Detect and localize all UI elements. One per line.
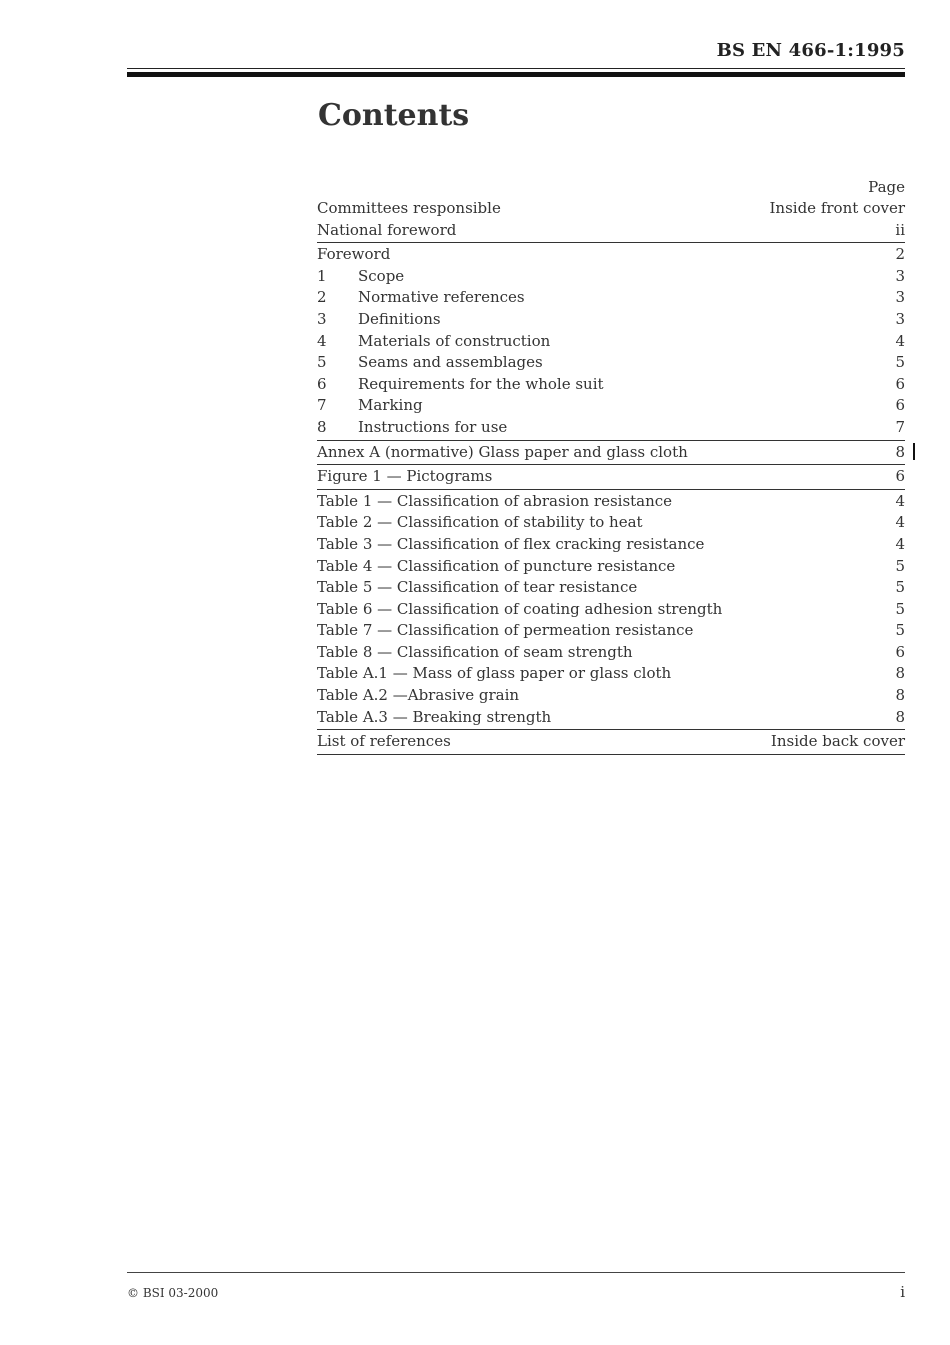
toc-entry-page: 5 xyxy=(895,599,905,618)
toc-entry-title xyxy=(317,266,404,288)
toc-entry-title xyxy=(317,309,441,331)
toc-entry-page: 8 xyxy=(895,442,905,461)
toc-entry-title xyxy=(317,466,492,488)
toc-entry-label: Scope xyxy=(358,266,405,285)
toc-entry-number: 1 xyxy=(317,266,327,285)
toc-entry[interactable] xyxy=(317,512,905,534)
toc-group xyxy=(317,244,905,440)
toc-entry[interactable] xyxy=(317,417,905,439)
toc-entry[interactable] xyxy=(317,556,905,578)
toc-entry-title xyxy=(317,198,501,220)
toc-entry[interactable] xyxy=(317,466,905,488)
toc-entry-page: 4 xyxy=(895,491,905,510)
toc-entry-label: List of references xyxy=(317,732,451,751)
toc-entry-page: 5 xyxy=(895,556,905,575)
toc-entry-label: Table 4 — Classification of puncture resistance xyxy=(317,556,676,575)
toc-entry-title xyxy=(317,620,693,642)
toc-entry-page: 8 xyxy=(895,664,905,683)
toc-entry[interactable] xyxy=(317,731,905,753)
header-rule-thick xyxy=(127,72,905,77)
toc-entry-page: 4 xyxy=(895,513,905,532)
toc-entry[interactable] xyxy=(317,266,905,288)
toc-group xyxy=(317,491,905,731)
toc-entry-title xyxy=(317,442,688,464)
toc-entry[interactable] xyxy=(317,599,905,621)
toc-entry-page: 4 xyxy=(895,331,905,350)
toc-entry-label: Table 1 — Classification of abrasion resistance xyxy=(317,491,673,510)
page-title: Contents xyxy=(318,98,470,133)
toc-entry-number: 6 xyxy=(317,374,327,393)
table-of-contents xyxy=(317,176,905,755)
toc-entry-label: Table A.3 — Breaking strength xyxy=(317,707,552,726)
copyright-notice: © BSI 03-2000 xyxy=(127,1286,219,1300)
toc-group xyxy=(317,198,905,243)
toc-entry-title xyxy=(317,534,704,556)
toc-entry[interactable] xyxy=(317,309,905,331)
toc-entry-label: Marking xyxy=(358,396,423,415)
toc-entry[interactable] xyxy=(317,442,905,464)
toc-entry-title xyxy=(317,707,551,729)
toc-entry-label: Table 5 — Classification of tear resistance xyxy=(317,578,638,597)
toc-entry[interactable] xyxy=(317,374,905,396)
toc-entry-label: Table A.1 — Mass of glass paper or glass cloth xyxy=(317,664,672,683)
toc-entry[interactable] xyxy=(317,287,905,309)
toc-entry-label: Seams and assemblages xyxy=(358,353,543,372)
toc-entry-page: 4 xyxy=(895,534,905,553)
toc-entry-label: Materials of construction xyxy=(358,331,551,350)
toc-entry-title xyxy=(317,556,675,578)
toc-entry[interactable] xyxy=(317,491,905,513)
toc-entry-label: National foreword xyxy=(317,220,457,239)
toc-entry[interactable] xyxy=(317,220,905,242)
toc-entry-label: Instructions for use xyxy=(358,417,508,436)
toc-group xyxy=(317,731,905,755)
toc-entry-page: 6 xyxy=(895,396,905,415)
toc-entry-label: Table 2 — Classification of stability to heat xyxy=(317,513,643,532)
toc-entry-page: 3 xyxy=(895,288,905,307)
toc-entry-label: Committees responsible xyxy=(317,199,501,217)
toc-page-column-label: Page xyxy=(868,178,905,196)
toc-entry[interactable] xyxy=(317,534,905,556)
toc-entry-label: Table 8 — Classification of seam strength xyxy=(317,642,633,661)
toc-entry[interactable] xyxy=(317,620,905,642)
toc-entry-page: ii xyxy=(895,220,905,239)
toc-entry-title xyxy=(317,642,633,664)
toc-entry-title xyxy=(317,220,456,242)
toc-entry-title xyxy=(317,352,543,374)
toc-entry-title xyxy=(317,685,519,707)
page-number: i xyxy=(900,1283,905,1301)
toc-entry-page: Inside back cover xyxy=(770,732,905,751)
toc-entry-label: Annex A (normative) Glass paper and glass cloth xyxy=(317,442,688,461)
toc-entry[interactable] xyxy=(317,577,905,599)
footer-rule xyxy=(127,1272,905,1273)
toc-entry-label: Foreword xyxy=(317,245,391,264)
toc-entry[interactable] xyxy=(317,642,905,664)
toc-entry-label: Normative references xyxy=(358,288,525,307)
toc-entry-title xyxy=(317,491,672,513)
toc-entry-title xyxy=(317,244,390,266)
toc-entry-number: 4 xyxy=(317,331,327,350)
toc-entry-label: Table 6 — Classification of coating adhesion strength xyxy=(317,599,723,618)
toc-entry-number: 3 xyxy=(317,309,327,328)
toc-entry[interactable] xyxy=(317,331,905,353)
toc-entry-title xyxy=(317,331,550,353)
toc-entry[interactable] xyxy=(317,395,905,417)
toc-entry-number: 5 xyxy=(317,353,327,372)
toc-entry-label: Requirements for the whole suit xyxy=(358,374,604,393)
toc-entry-title xyxy=(317,663,671,685)
toc-entry-title xyxy=(317,417,507,439)
toc-entry-label: Table 7 — Classification of permeation resistance xyxy=(317,621,694,640)
toc-entry-title xyxy=(317,395,423,417)
toc-entry-title xyxy=(317,374,604,396)
document-id: BS EN 466-1:1995 xyxy=(716,40,905,61)
toc-entry[interactable] xyxy=(317,352,905,374)
toc-entry-label: Figure 1 — Pictograms xyxy=(317,467,493,486)
toc-group xyxy=(317,442,905,466)
toc-entry-number: 8 xyxy=(317,417,327,436)
toc-entry-label: Definitions xyxy=(358,309,441,328)
toc-entry[interactable] xyxy=(317,663,905,685)
toc-entry-title xyxy=(317,599,722,621)
toc-entry-page: 5 xyxy=(895,621,905,640)
toc-entry-page: 8 xyxy=(895,686,905,705)
toc-entry-page: Inside front cover xyxy=(769,199,905,217)
toc-entry-number: 2 xyxy=(317,288,327,307)
toc-entry-page: 8 xyxy=(895,707,905,726)
toc-entry-page: 6 xyxy=(895,374,905,393)
toc-entry-number: 7 xyxy=(317,396,327,415)
toc-entry[interactable] xyxy=(317,198,905,220)
toc-entry-title xyxy=(317,287,525,309)
toc-entry-page: 5 xyxy=(895,353,905,372)
toc-entry-page: 7 xyxy=(895,417,905,436)
toc-entry-page: 5 xyxy=(895,578,905,597)
header-rule-thin xyxy=(127,68,905,69)
change-bar xyxy=(913,443,915,460)
toc-entry-page: 3 xyxy=(895,266,905,285)
toc-entry-page: 2 xyxy=(895,245,905,264)
toc-entry[interactable] xyxy=(317,244,905,266)
toc-entry-page: 6 xyxy=(895,467,905,486)
toc-entry-page: 3 xyxy=(895,309,905,328)
toc-entry-title xyxy=(317,731,451,753)
toc-entry[interactable] xyxy=(317,685,905,707)
toc-entry[interactable] xyxy=(317,707,905,729)
toc-entry-page: 6 xyxy=(895,642,905,661)
toc-entry-label: Table 3 — Classification of flex cracking resistance xyxy=(317,534,705,553)
toc-entry-title xyxy=(317,512,643,534)
toc-group xyxy=(317,466,905,490)
toc-entry-title xyxy=(317,577,637,599)
toc-entry-label: Table A.2 —Abrasive grain xyxy=(317,686,520,705)
